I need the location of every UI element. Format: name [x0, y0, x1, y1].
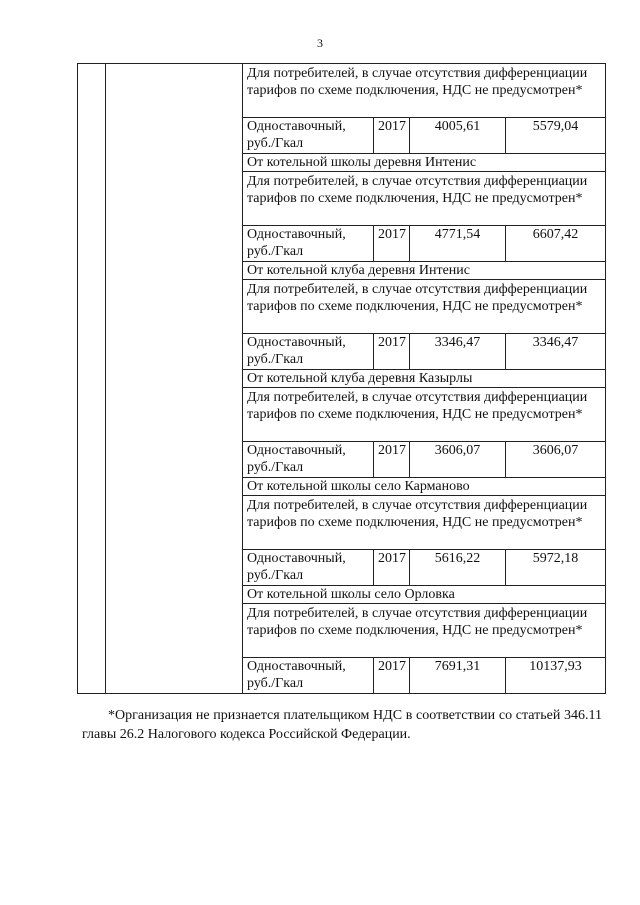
rate-label-line2: руб./Гкал	[247, 460, 304, 475]
consumer-note: Для потребителей, в случае отсутствия дифференциации тарифов по схеме подключения, НДС не предусмотрен*	[243, 172, 606, 226]
consumer-note: Для потребителей, в случае отсутствия дифференциации тарифов по схеме подключения, НДС не предусмотрен*	[243, 64, 606, 118]
consumer-note: Для потребителей, в случае отсутствия дифференциации тарифов по схеме подключения, НДС не предусмотрен*	[243, 388, 606, 442]
rate-label-line2: руб./Гкал	[247, 136, 304, 151]
rate-label-line1: Одноставочный,	[247, 335, 346, 350]
rate-label-line1: Одноставочный,	[247, 119, 346, 134]
empty-cell-col2	[106, 64, 243, 694]
year-cell: 2017	[374, 658, 410, 694]
value-1-cell: 4771,54	[410, 226, 506, 262]
rate-label-line1: Одноставочный,	[247, 659, 346, 674]
value-1-cell: 7691,31	[410, 658, 506, 694]
consumer-row	[78, 64, 606, 118]
rate-label	[243, 334, 374, 370]
rate-label	[243, 226, 374, 262]
source-name: От котельной клуба деревня Интенис	[243, 262, 606, 280]
source-name: От котельной школы село Орловка	[243, 586, 606, 604]
consumer-note: Для потребителей, в случае отсутствия дифференциации тарифов по схеме подключения, НДС не предусмотрен*	[243, 604, 606, 658]
source-name: От котельной школы деревня Интенис	[243, 154, 606, 172]
rate-label-line1: Одноставочный,	[247, 551, 346, 566]
rate-label	[243, 658, 374, 694]
tariff-table-body	[78, 64, 606, 694]
value-1-cell: 5616,22	[410, 550, 506, 586]
rate-label	[243, 442, 374, 478]
value-2-cell: 10137,93	[506, 658, 606, 694]
empty-cell-col1	[78, 64, 106, 694]
rate-label-line2: руб./Гкал	[247, 244, 304, 259]
rate-label	[243, 118, 374, 154]
value-2-cell: 5972,18	[506, 550, 606, 586]
rate-label-line1: Одноставочный,	[247, 443, 346, 458]
consumer-note: Для потребителей, в случае отсутствия дифференциации тарифов по схеме подключения, НДС не предусмотрен*	[243, 496, 606, 550]
rate-label-line1: Одноставочный,	[247, 227, 346, 242]
footnote: *Организация не признается плательщиком НДС в соответствии со статьей 346.11 главы 26.2 Налогового кодекса Российской Федерации.	[82, 708, 602, 742]
value-1-cell: 4005,61	[410, 118, 506, 154]
rate-label	[243, 550, 374, 586]
rate-label-line2: руб./Гкал	[247, 352, 304, 367]
value-2-cell: 3606,07	[506, 442, 606, 478]
source-name: От котельной школы село Карманово	[243, 478, 606, 496]
year-cell: 2017	[374, 118, 410, 154]
year-cell: 2017	[374, 442, 410, 478]
year-cell: 2017	[374, 550, 410, 586]
value-2-cell: 5579,04	[506, 118, 606, 154]
value-1-cell: 3346,47	[410, 334, 506, 370]
page-number: 3	[317, 36, 323, 50]
value-2-cell: 3346,47	[506, 334, 606, 370]
rate-label-line2: руб./Гкал	[247, 568, 304, 583]
value-2-cell: 6607,42	[506, 226, 606, 262]
value-1-cell: 3606,07	[410, 442, 506, 478]
year-cell: 2017	[374, 334, 410, 370]
tariff-table	[77, 63, 606, 694]
source-name: От котельной клуба деревня Казырлы	[243, 370, 606, 388]
consumer-note: Для потребителей, в случае отсутствия дифференциации тарифов по схеме подключения, НДС не предусмотрен*	[243, 280, 606, 334]
year-cell: 2017	[374, 226, 410, 262]
rate-label-line2: руб./Гкал	[247, 676, 304, 691]
